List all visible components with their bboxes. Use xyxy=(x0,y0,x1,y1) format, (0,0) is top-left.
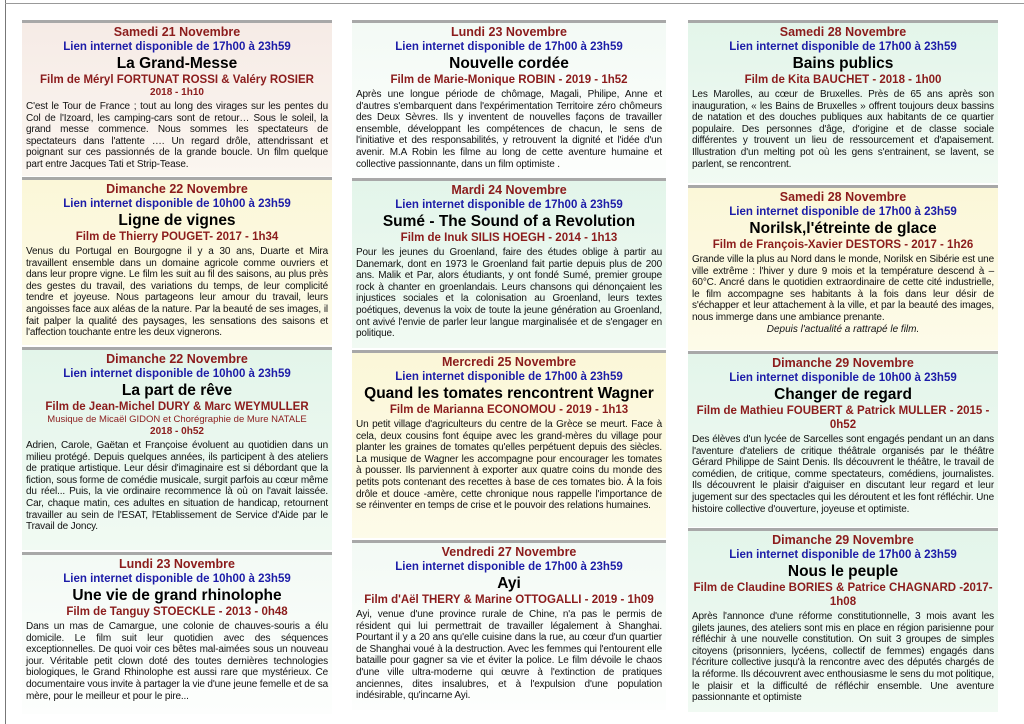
film-year-duration: 2018 - 0h52 xyxy=(150,426,204,437)
film-synopsis: Pour les jeunes du Groenland, faire des études oblige à partir au Danemark, dont en 1973 le Groenland fait partie depuis plus de 200 ans. Malik et Par, alors étudiants, y ont fondé Sumé, premier groupe rock à chanter en groenlandais. Leurs chansons qui dénonçaient les injustices sociales et la colonisation au Groenland, leurs textes poétiques, devenus la voix de toute la jeune génération au Groenland, ont avivé l'envie de parler leur langue marginalisée et de s'engager en politique. xyxy=(356,247,662,340)
film-credit: Film de Marianna ECONOMOU - 2019 - 1h13 xyxy=(389,404,629,416)
film-synopsis: Ayi, venue d'une province rurale de Chine, n'a pas le permis de résident qui lui permettrait de travailler légalement à Shanghai. Pourtant il y a 20 ans qu'elle cuisine dans la rue, au cœur d'un quartier de Shanghai voué à la destruction. Avec les femmes qui l'entourent elle bataille pour gagner sa vie et éviter la police. Le film dévoile le chaos d'une ville ultra-moderne qui œuvre à l'extinction de pratiques anciennes, dites insalubres, et à l'expulsion d'une population indésirable, qu'incarne Ayi. xyxy=(356,609,662,702)
film-credit: Film de Marie-Monique ROBIN - 2019 - 1h52 xyxy=(390,74,628,86)
film-credit: Film de Tanguy STOECKLE - 2013 - 0h48 xyxy=(66,606,288,618)
availability-link[interactable]: Lien internet disponible de 10h00 à 23h59 xyxy=(63,368,291,380)
film-listing xyxy=(352,20,666,178)
screening-date: Samedi 28 Novembre xyxy=(779,190,907,204)
film-synopsis: Grande ville la plus au Nord dans le monde, Norilsk en Sibérie est une ville extrême : l'hiver y dure 9 mois et la température descend à – 60°C. Ancré dans le quotidien extraordinaire de cette cité industrielle, le film accompagne ses habitants à la fois dans leur désir de s'échapper et leur attachement à la ville, et par la beauté des images, nous immerge dans une ambiance prenante. xyxy=(692,254,994,323)
availability-link[interactable]: Lien internet disponible de 17h00 à 23h59 xyxy=(395,41,623,53)
availability-link[interactable]: Lien internet disponible de 17h00 à 23h59 xyxy=(395,561,623,573)
film-title: Nouvelle cordée xyxy=(449,55,569,72)
film-listing xyxy=(22,552,332,714)
film-synopsis: C'est le Tour de France ; tout au long des virages sur les pentes du Col de l'Izoard, les camping-cars sont de retour… Sous le soleil, la grand messe commence. Nous sommes les spectateurs de spectateurs dans l'attente …. Un regard drôle, attendrissant et poignant sur ces passionnés de la grande boucle. Un film quelque part entre Jacques Tati et Strip-Tease. xyxy=(26,101,328,170)
film-title: Quand les tomates rencontrent Wagner xyxy=(364,385,654,402)
availability-link[interactable]: Lien internet disponible de 17h00 à 23h59 xyxy=(63,41,291,53)
availability-link[interactable]: Lien internet disponible de 17h00 à 23h59 xyxy=(395,199,623,211)
film-title: Changer de regard xyxy=(774,386,912,403)
film-listing xyxy=(22,20,332,176)
availability-link[interactable]: Lien internet disponible de 17h00 à 23h59 xyxy=(729,41,957,53)
film-credit: Film de François-Xavier DESTORS - 2017 - 1h26 xyxy=(712,239,974,251)
screening-date: Samedi 21 Novembre xyxy=(113,25,241,39)
film-synopsis: Après l'annonce d'une réforme constitutionnelle, 3 mois avant les gilets jaunes, des ateliers sont mis en place en région parisienne pour réfléchir à une nouvelle constitution. On suit 3 groupes de simples citoyens (prisonniers, lycéens, collectif de femmes) engagés dans l'écriture collective jusqu'à la rencontre avec des députés chargés de la réforme. Ils découvrent avec enthousiasme le sens du mot politique, le plaisir et la difficulté de réfléchir ensemble. Une aventure passionnante et optimiste xyxy=(692,611,994,704)
film-credit: Film d'Aël THERY & Marine OTTOGALLI - 2019 - 1h09 xyxy=(364,594,654,606)
page-frame-left xyxy=(5,0,6,724)
film-synopsis: Après une longue période de chômage, Magali, Philipe, Anne et d'autres s'embarquent dans l'expérimentation Territoire zéro chômeurs des Deux Sèvres. Ils y inventent de nouvelles façons de travailler ensemble, développant les compétences de chacun, le sens de l'initiative et des responsabilités, y retrouvent la dignité et l'idée d'un avenir. M.A Robin les filme au long de cette aventure humaine et collective passionnante, dans un film optimiste . xyxy=(356,89,662,170)
film-listing xyxy=(352,350,666,538)
screening-date: Dimanche 22 Novembre xyxy=(106,182,248,196)
availability-link[interactable]: Lien internet disponible de 10h00 à 23h59 xyxy=(63,198,291,210)
film-synopsis: Venus du Portugal en Bourgogne il y a 30 ans, Duarte et Mira travaillent ensemble dans un domaine agricole comme ouvriers et dans leur propre vigne. Le film les suit au fil des saisons, au plus près des gestes du travail, des variations du temps, de leur complicité tendre et joyeuse. Nous partageons leur amour du travail, leurs angoisses face aux aléas de la nature. Par la beauté de ses images, il fait palper la qualité des paysages, les sensations des saisons et l'affection touchante entre les deux vignerons. xyxy=(26,246,328,339)
film-credit: Film de Kita BAUCHET - 2018 - 1h00 xyxy=(744,74,942,86)
film-credit: Film de Mathieu FOUBERT & Patrick MULLER - 2015 - 0h52 xyxy=(696,405,990,431)
film-credit: Film de Thierry POUGET- 2017 - 1h34 xyxy=(75,231,279,243)
film-listing xyxy=(352,540,666,710)
film-listing xyxy=(352,178,666,348)
film-listing xyxy=(22,177,332,345)
film-synopsis: Dans un mas de Camargue, une colonie de chauves-souris a élu domicile. Le film suit leur quotidien avec des séquences exceptionnelles. De quoi voir ces bêtes mal-aimées sous un nouveau jour. Véritable petit clown doté des toutes dernières technologies biologiques, le Grand Rhinolophe est aussi rare que mystérieux. Ce documentaire vous invite à partager la vie d'une jeune femelle et de sa mère, pour le meilleur et pour le pire... xyxy=(26,621,329,702)
screening-date: Mercredi 25 Novembre xyxy=(441,355,577,369)
screening-date: Samedi 28 Novembre xyxy=(779,25,907,39)
screening-date: Lundi 23 Novembre xyxy=(119,557,235,571)
film-title: Sumé - The Sound of a Revolution xyxy=(382,213,636,230)
screening-date: Dimanche 29 Novembre xyxy=(772,356,914,370)
availability-link[interactable]: Lien internet disponible de 17h00 à 23h59 xyxy=(729,549,957,561)
film-credit: Film de Jean-Michel DURY & Marc WEYMULLER xyxy=(45,401,309,413)
film-listing xyxy=(688,20,998,183)
screening-date: Dimanche 29 Novembre xyxy=(772,533,914,547)
film-credit: Film de Méryl FORTUNAT ROSSI & Valéry ROSIER xyxy=(40,74,314,86)
film-synopsis: Les Marolles, au cœur de Bruxelles. Près de 65 ans après son inauguration, « les Bains de Bruxelles » offrent toujours deux bassins de natation et des douches publiques aux habitants de ce quartier populaire. Des personnes d'âge, d'origine et de classe sociale différentes y trouvent un lieu de ressourcement et d'apaisement. Illustration d'un melting pot où les gens s'entrainent, se lavent, se parlent, se rencontrent. xyxy=(692,89,994,170)
availability-link[interactable]: Lien internet disponible de 10h00 à 23h59 xyxy=(729,372,957,384)
film-title: Ayi xyxy=(497,575,521,592)
film-title: La Grand-Messe xyxy=(116,55,238,72)
film-title: Nous le peuple xyxy=(787,563,899,580)
screening-date: Mardi 24 Novembre xyxy=(451,183,567,197)
film-title: Une vie de grand rhinolophe xyxy=(72,587,282,604)
page-frame-top xyxy=(5,3,1024,4)
film-extra-credit: Musique de Micaël GIDON et Chorégraphie de Mure NATALE xyxy=(47,414,307,425)
availability-link[interactable]: Lien internet disponible de 17h00 à 23h59 xyxy=(395,371,623,383)
film-title: Ligne de vignes xyxy=(118,212,236,229)
screening-date: Lundi 23 Novembre xyxy=(451,25,567,39)
film-credit: Film de Claudine BORIES & Patrice CHAGNARD -2017-1h08 xyxy=(693,582,993,608)
film-synopsis: Adrien, Carole, Gaëtan et Françoise évoluent au quotidien dans un milieu protégé. Depuis quelques années, ils participent à des ateliers de pratique artistique. Leur désir d'imaginaire est si débordant que la fiction, sous forme de comédie musicale, surgit parfois au cœur même du réel... Puis, la vie ordinaire recommence là où on l'avait laissée. Car, chaque matin, ces adultes en situation de handicap, retournent travailler au sein de l'ESAT, l'Etablissement de Service d'Aide par le Travail de Joncy. xyxy=(26,440,328,533)
film-listing xyxy=(688,351,998,527)
screening-date: Vendredi 27 Novembre xyxy=(441,545,577,559)
film-synopsis: Des élèves d'un lycée de Sarcelles sont engagés pendant un an dans l'aventure d'ateliers de critique théâtrale organisés par le théâtre Gérard Philippe de Saint Denis. Ils découvrent le théâtre, le travail de comédien, de critique, comme spectateurs, comédiens, journalistes. Ils découvrent le plaisir d'aiguiser en discutant leur regard et leur jugement sur des spectacles qui les déroutent et les font réfléchir. Une histoire collective d'ouverture, joyeuse et optimiste. xyxy=(692,434,994,515)
film-listing xyxy=(688,185,998,350)
availability-link[interactable]: Lien internet disponible de 17h00 à 23h59 xyxy=(729,206,957,218)
screening-date: Dimanche 22 Novembre xyxy=(106,352,248,366)
film-title: Bains publics xyxy=(792,55,894,72)
film-title: Norilsk,l'étreinte de glace xyxy=(749,220,937,237)
film-year-duration: 2018 - 1h10 xyxy=(150,87,204,98)
film-credit: Film de Inuk SILIS HOEGH - 2014 - 1h13 xyxy=(400,232,618,244)
film-synopsis: Un petit village d'agriculteurs du centre de la Grèce se meurt. Face à cela, deux cousins font équipe avec les grand-mères du village pour planter les graines de tomates qu'elles perpétuent depuis des siècles. La musique de Wagner les accompagne pour encourager les tomates à pousser. Ils parviennent à exporter aux quatre coins du monde des petits pots contenant des recettes à base de ces tomates bio. À la fois drôle et douce -amère, cette chronique nous rappelle l'importance de se réinventer en temps de crise et le pouvoir des relations humaines. xyxy=(356,419,662,512)
film-note: Depuis l'actualité a rattrapé le film. xyxy=(766,323,920,335)
film-listing xyxy=(22,347,332,550)
film-title: La part de rêve xyxy=(121,382,233,399)
film-listing xyxy=(688,528,998,712)
availability-link[interactable]: Lien internet disponible de 10h00 à 23h59 xyxy=(63,573,291,585)
